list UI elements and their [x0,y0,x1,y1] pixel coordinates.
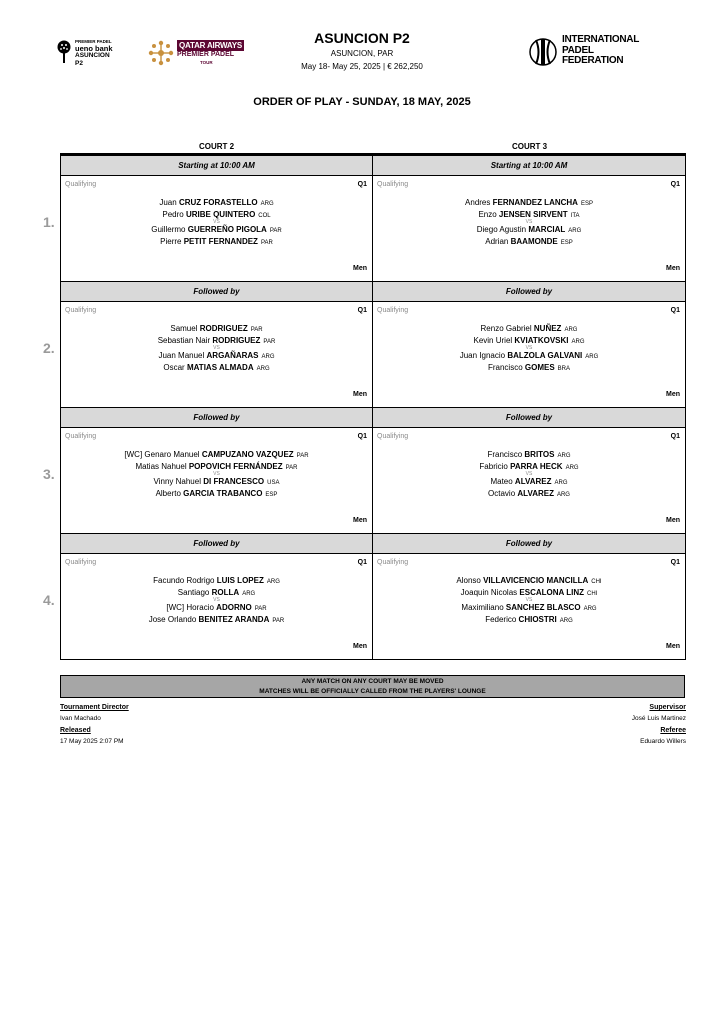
player-last-name: ALVAREZ [517,489,554,498]
match-players [61,575,372,626]
match-cell [60,282,373,408]
player-last-name: ESCALONA LINZ [519,588,584,597]
player-first-name: Octavio [488,489,516,498]
player-last-name: BALZOLA GALVANI [507,351,583,360]
referee-name: Eduardo Willers [640,738,686,745]
player-nationality: PAR [250,327,263,333]
player-first-name: Fabricio [479,462,508,471]
schedule-row [43,408,686,534]
court-header: COURT 3 [511,142,548,151]
match-gender: Men [666,265,680,272]
match-round: Q1 [670,181,680,188]
match-category: Qualifying [377,307,409,314]
player-first-name: Francisco [487,450,523,459]
row-number: 3. [43,466,55,482]
player-last-name: URIBE QUINTERO [185,210,256,219]
player-last-name: POPOVICH FERNÁNDEZ [188,462,283,471]
player-last-name: CHIOSTRI [518,615,557,624]
court-header: COURT 2 [198,142,235,151]
player-nationality: ESP [580,201,593,207]
player-line [373,476,685,488]
player-line [61,488,372,500]
player-first-name: Alberto [155,489,181,498]
player-line [61,323,372,335]
match-category: Qualifying [377,559,409,566]
match-time-bar: Followed by [61,534,372,554]
player-nationality: PAR [260,240,273,246]
player-nationality: PAR [269,228,282,234]
player-first-name: Renzo Gabriel [480,324,532,333]
player-first-name: Francisco [487,363,523,372]
player-last-name: MARCIAL [528,225,566,234]
match-meta [61,559,372,569]
vs-label: VS [213,471,220,477]
player-last-name: BENITEZ ARANDA [198,615,270,624]
officials-section [60,704,686,754]
match-meta [373,307,685,317]
player-nationality: PAR [263,339,276,345]
player-line [373,362,685,374]
logo-line: ASUNCION [75,52,110,60]
player-last-name: GOMES [524,363,555,372]
player-last-name: LUIS LOPEZ [216,576,264,585]
match-time-bar: Followed by [61,282,372,302]
player-line [61,197,372,209]
player-first-name: Samuel [170,324,198,333]
player-first-name: Joaquin Nicolas [460,588,518,597]
player-last-name: DI FRANCESCO [203,477,265,486]
player-nationality: ARG [585,354,599,360]
player-nationality: ARG [568,228,582,234]
player-first-name: Juan Manuel [158,351,205,360]
player-last-name: NUÑEZ [533,324,562,333]
player-line [61,614,372,626]
match-gender: Men [353,265,367,272]
player-line [373,449,685,461]
player-line [373,224,685,236]
player-first-name: Vinny Nahuel [153,477,201,486]
player-line [61,449,372,461]
player-first-name: Kevin Uriel [473,336,513,345]
premier-padel-wordmark: PREMIER PADEL [177,51,235,58]
player-nationality: PAR [254,606,267,612]
player-nationality: ARG [571,339,585,345]
player-last-name: ROLLA [211,588,240,597]
player-line [61,602,372,614]
logo-line: INTERNATIONAL [562,34,640,45]
supervisor-name: José Luis Martinez [631,715,686,722]
logo-line: ueno bank [75,44,113,54]
match-category: Qualifying [65,559,97,566]
player-line [61,224,372,236]
match-meta [373,559,685,569]
player-first-name: Horacio [186,603,214,612]
match-gender: Men [666,643,680,650]
player-nationality: COL [258,213,271,219]
player-first-name: Jose Orlando [148,615,197,624]
player-last-name: RODRIGUEZ [212,336,261,345]
player-first-name: Alonso [456,576,481,585]
match-round: Q1 [357,559,367,566]
released-time: 17 May 2025 2:07 PM [60,738,124,745]
vs-label: VS [525,219,533,225]
player-line [373,602,685,614]
player-nationality: ARG [564,327,578,333]
vs-label: VS [213,597,220,603]
player-nationality: ARG [565,465,579,471]
player-first-name: Genaro Manuel [144,450,200,459]
released-label: Released [60,727,91,734]
player-first-name: Maximiliano [461,603,504,612]
match-time-bar: Followed by [373,282,685,302]
player-line [61,350,372,362]
player-last-name: GARCIA TRABANCO [183,489,263,498]
player-first-name: Matias Nahuel [135,462,187,471]
match-time-bar: Followed by [373,534,685,554]
player-first-name: Federico [485,615,517,624]
player-first-name: Juan [159,198,177,207]
match-gender: Men [353,643,367,650]
match-category: Qualifying [65,433,97,440]
match-cell [60,534,373,660]
ipf-logo [528,33,638,73]
player-nationality: ARG [557,453,571,459]
player-first-name: Sebastian Nair [157,336,211,345]
player-nationality: ARG [583,606,597,612]
player-first-name: Pierre [160,237,182,246]
player-last-name: PARRA HECK [510,462,563,471]
match-cell [60,408,373,534]
match-meta [61,307,372,317]
supervisor-label: Supervisor [649,704,686,711]
vs-label: VS [213,219,220,225]
player-last-name: KVIATKOVSKI [514,336,569,345]
player-nationality: ARG [559,618,573,624]
player-nationality: BRA [557,366,571,372]
match-cell [373,534,686,660]
player-nationality: PAR [296,453,309,459]
player-nationality: ARG [266,579,280,585]
logo-line: P2 [75,59,83,67]
player-last-name: MATIAS ALMADA [186,363,254,372]
match-round: Q1 [357,181,367,188]
player-nationality: CHI [586,591,598,597]
player-last-name: BAAMONDE [510,237,558,246]
row-number: 4. [43,592,55,608]
player-last-name: FERNANDEZ LANCHA [492,198,578,207]
player-first-name: Santiago [177,588,210,597]
player-last-name: BRITOS [524,450,555,459]
vs-label: VS [525,345,533,351]
player-line [61,236,372,248]
player-nationality: ARG [260,201,274,207]
player-nationality: CHI [591,579,602,585]
player-line [373,488,685,500]
match-gender: Men [353,391,367,398]
player-line [373,236,685,248]
match-time-bar: Starting at 10:00 AM [373,156,685,176]
player-line [373,614,685,626]
schedule-row [43,156,686,282]
match-players [373,197,685,248]
referee-label: Referee [660,727,686,734]
match-gender: Men [666,391,680,398]
player-line [373,350,685,362]
player-nationality: PAR [285,465,298,471]
player-nationality: ARG [554,480,568,486]
padel-ball-icon [528,33,558,71]
player-nationality: ITA [570,213,580,219]
order-of-play-title: ORDER OF PLAY - SUNDAY, 18 MAY, 2025 [253,96,471,108]
player-last-name: SANCHEZ BLASCO [505,603,581,612]
tournament-location: ASUNCION, PAR [330,49,394,58]
tournament-info [262,30,462,71]
player-line [61,575,372,587]
player-first-name: Mateo [490,477,513,486]
match-meta [61,433,372,443]
player-nationality: USA [267,480,280,486]
match-gender: Men [666,517,680,524]
player-first-name: Guillermo [151,225,186,234]
match-cell [373,282,686,408]
match-meta [373,181,685,191]
wildcard-tag: [WC] [166,603,185,612]
player-first-name: Andres [465,198,491,207]
schedule-row [43,282,686,408]
player-last-name: ADORNO [216,603,252,612]
match-category: Qualifying [377,433,409,440]
player-line [373,575,685,587]
match-gender: Men [353,517,367,524]
player-line [61,476,372,488]
match-players [373,575,685,626]
match-round: Q1 [357,307,367,314]
player-nationality: ESP [560,240,573,246]
player-line [61,362,372,374]
match-players [61,197,372,248]
qatar-airways-wordmark: QATAR AIRWAYS [179,41,243,50]
player-nationality: ARG [556,492,570,498]
row-number: 1. [43,214,55,230]
player-last-name: RODRIGUEZ [199,324,248,333]
notice-line: ANY MATCH ON ANY COURT MAY BE MOVED [301,678,444,685]
vs-label: VS [213,345,220,351]
tournament-title: ASUNCION P2 [314,30,410,46]
match-cell [60,156,373,282]
player-first-name: Diego Agustin [476,225,527,234]
match-category: Qualifying [377,181,409,188]
vs-label: VS [525,471,533,477]
player-first-name: Enzo [478,210,497,219]
director-label: Tournament Director [60,704,129,711]
match-round: Q1 [670,559,680,566]
player-line [373,197,685,209]
match-cell [373,156,686,282]
player-last-name: CRUZ FORASTELLO [178,198,258,207]
player-last-name: PETIT FERNANDEZ [183,237,258,246]
match-players [373,449,685,500]
player-last-name: ALVAREZ [514,477,552,486]
player-nationality: ARG [242,591,256,597]
row-number: 2. [43,340,55,356]
match-time-bar: Followed by [61,408,372,428]
qatar-premier-padel-logo [147,39,247,69]
ueno-bank-logo [56,38,126,68]
logo-line: FEDERATION [562,55,624,66]
player-nationality: ARG [256,366,270,372]
match-time-bar: Starting at 10:00 AM [61,156,372,176]
match-round: Q1 [357,433,367,440]
match-meta [61,181,372,191]
player-line [373,323,685,335]
match-round: Q1 [670,433,680,440]
match-category: Qualifying [65,181,97,188]
player-first-name: Adrian [485,237,509,246]
logo-line: PREMIER PADEL [75,39,112,44]
player-nationality: ARG [261,354,275,360]
match-players [61,449,372,500]
notice-line: MATCHES WILL BE OFFICIALLY CALLED FROM THE PLAYERS' LOUNGE [259,688,486,695]
schedule-row [43,534,686,660]
player-first-name: Pedro [162,210,184,219]
player-nationality: ESP [265,492,278,498]
flower-icon [147,39,175,67]
player-first-name: Facundo Rodrigo [153,576,215,585]
player-last-name: GUERREÑO PIGOLA [187,225,267,234]
wildcard-tag: [WC] [124,450,143,459]
player-last-name: VILLAVICENCIO MANCILLA [483,576,589,585]
match-time-bar: Followed by [373,408,685,428]
tour-wordmark: TOUR [200,60,213,65]
match-players [61,323,372,374]
schedule-grid [43,156,686,660]
player-last-name: CAMPUZANO VAZQUEZ [201,450,294,459]
match-cell [373,408,686,534]
notice-banner [60,675,685,698]
player-nationality: PAR [272,618,285,624]
match-meta [373,433,685,443]
player-last-name: JENSEN SIRVENT [498,210,568,219]
player-last-name: ARGAÑARAS [206,351,259,360]
page-header [0,30,724,80]
director-name: Ivan Machado [60,715,101,722]
player-first-name: Juan Ignacio [459,351,506,360]
player-first-name: Oscar [163,363,185,372]
vs-label: VS [525,597,533,603]
tournament-dates-prize: May 18- May 25, 2025 | € 262,250 [301,62,423,71]
padel-racket-icon [56,40,72,64]
logo-line: PADEL [562,44,594,56]
match-category: Qualifying [65,307,97,314]
match-players [373,323,685,374]
match-round: Q1 [670,307,680,314]
